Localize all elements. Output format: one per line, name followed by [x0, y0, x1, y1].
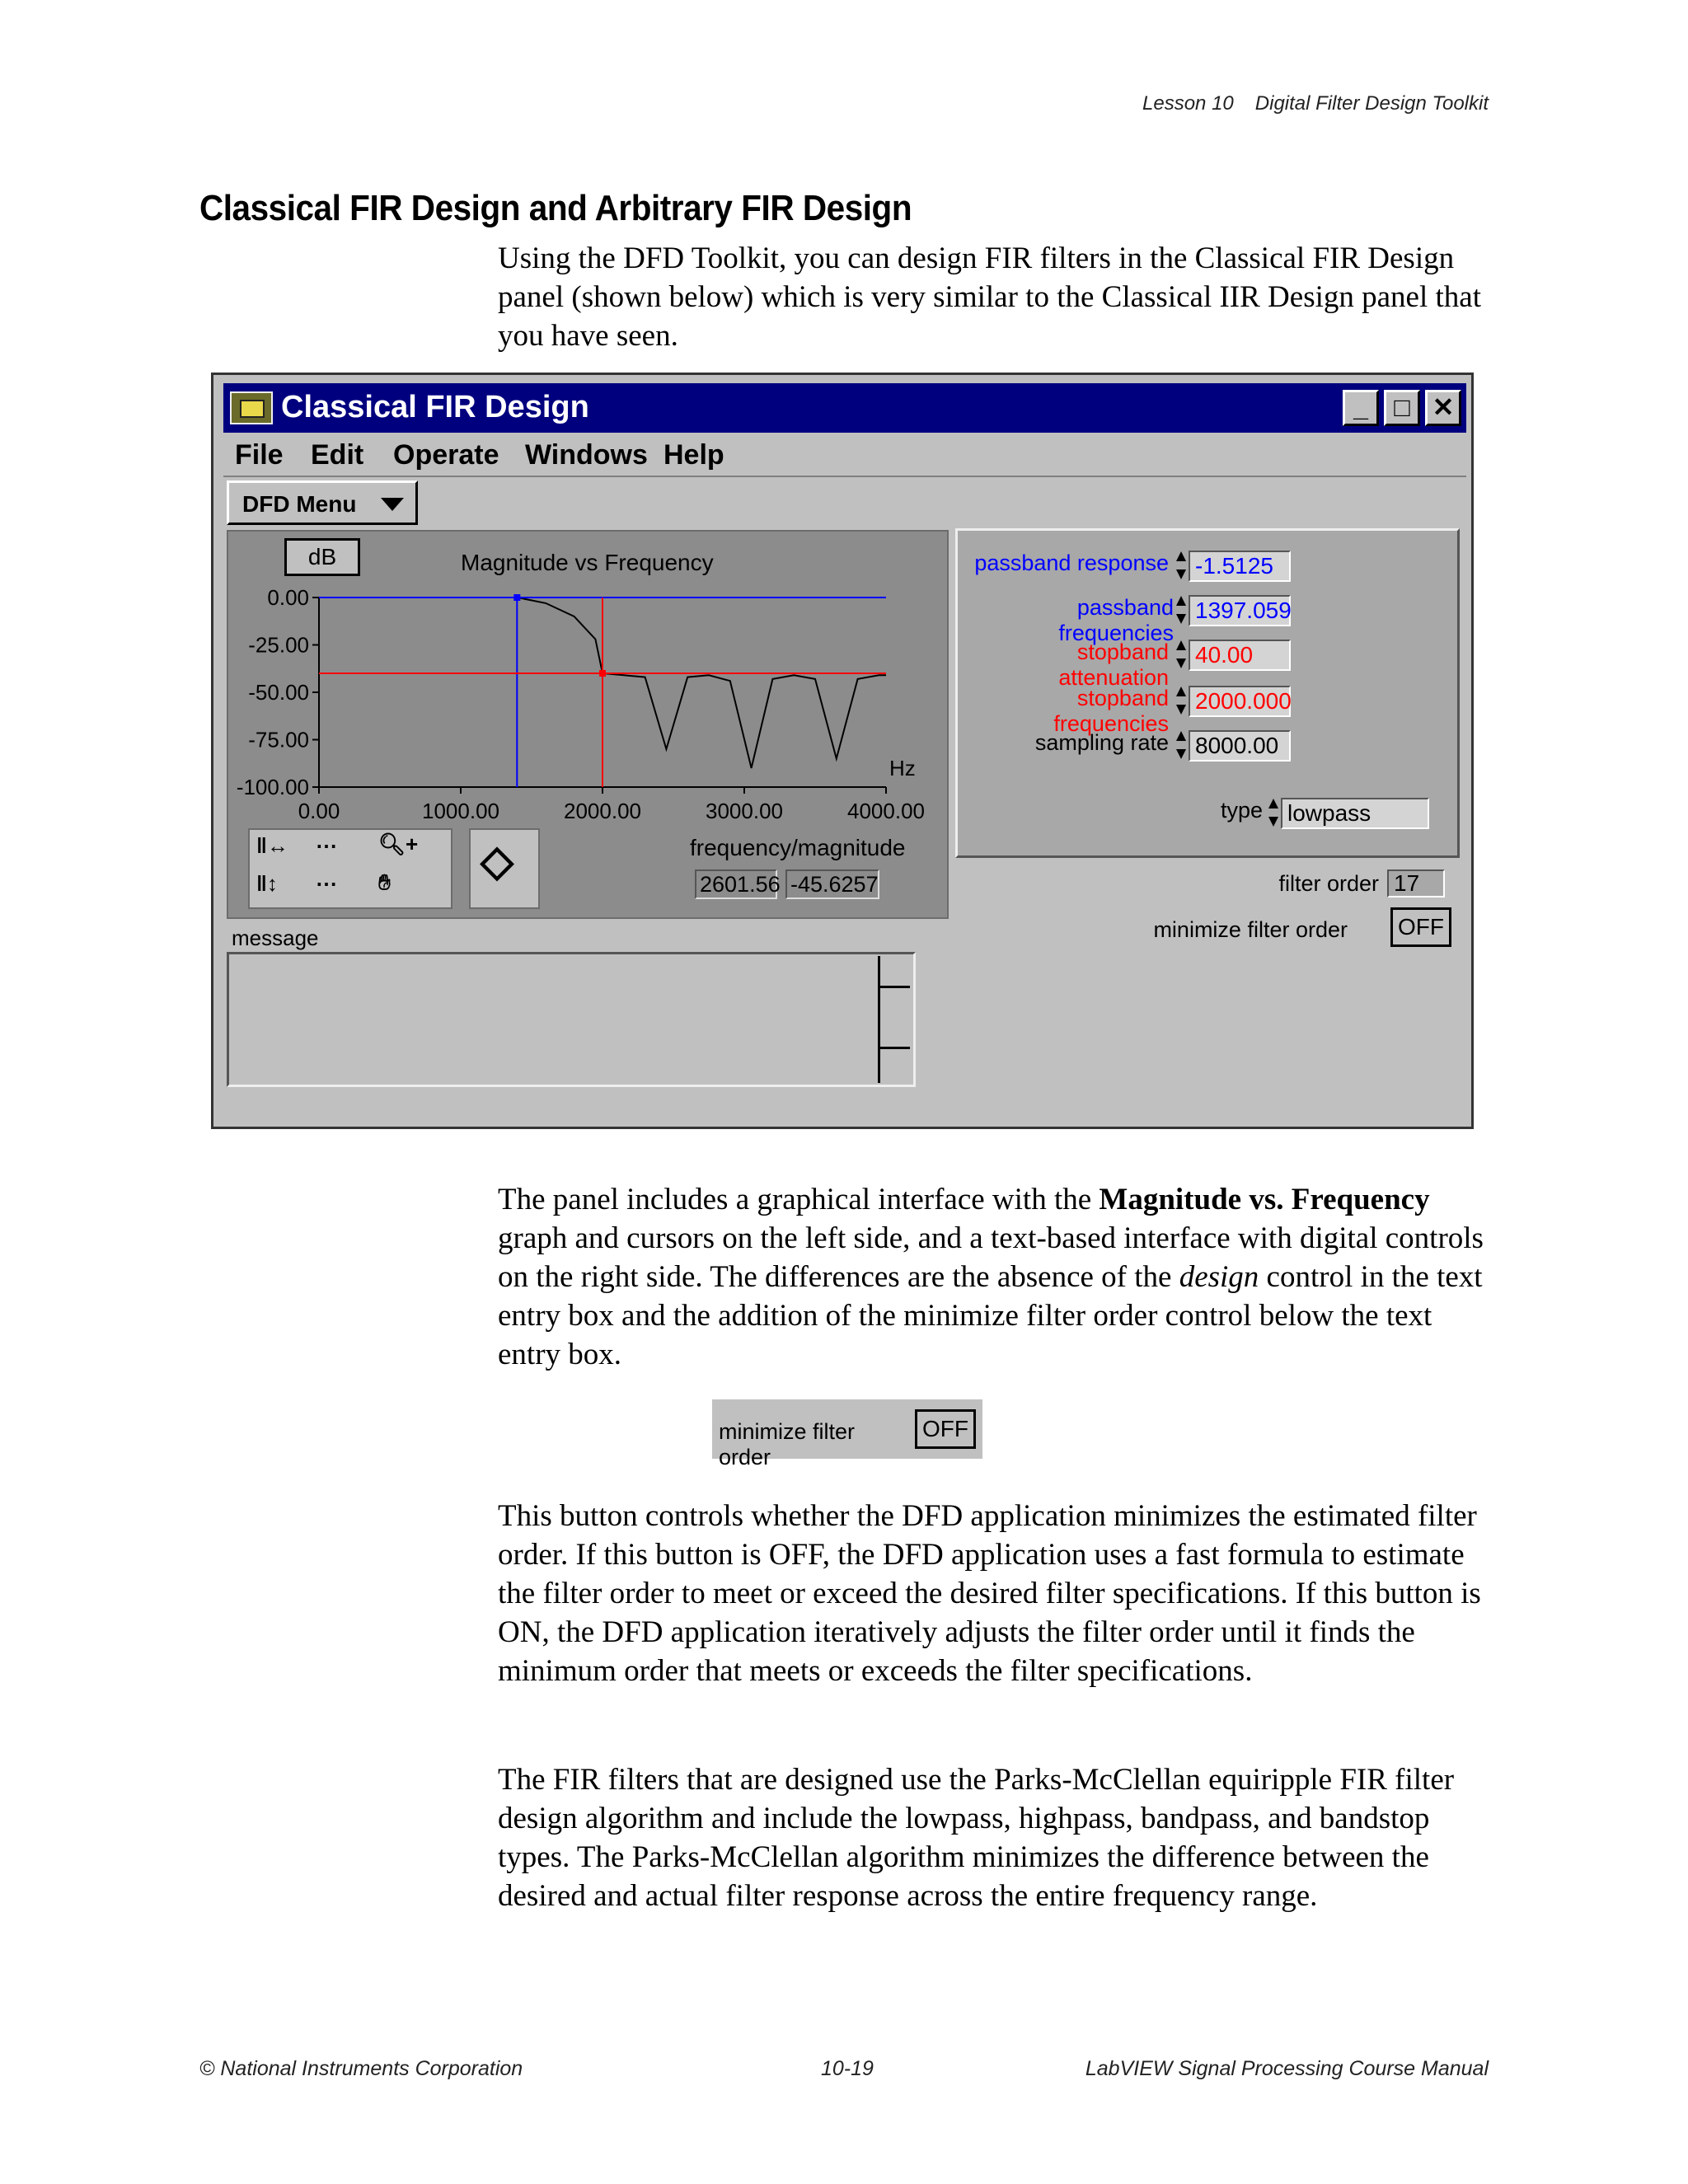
- sampling-rate-field[interactable]: 8000.00: [1189, 730, 1291, 762]
- title-bar: [223, 383, 1466, 433]
- lesson-number: Lesson 10: [1142, 92, 1234, 115]
- stopband-frequencies-stepper-icon[interactable]: [1175, 684, 1187, 717]
- x-tick-label: 3000.00: [706, 799, 783, 823]
- menu-operate[interactable]: Operate: [393, 439, 499, 471]
- dfd-menu-label: DFD Menu: [242, 491, 357, 517]
- filter-spec-panel: [955, 528, 1460, 858]
- cursor-readout-label: frequency/magnitude: [690, 835, 906, 860]
- minimize-filter-order-label: minimize filter order: [1153, 917, 1348, 942]
- cursor-diamond-icon[interactable]: ◇: [481, 837, 513, 885]
- cursor-2-marker: [599, 670, 606, 677]
- y-tick-label: -75.00: [248, 727, 309, 752]
- y-tick-label: 0.00: [267, 585, 309, 610]
- panel-description-paragraph: The panel includes a graphical interface with the Magnitude vs. Frequency graph and cursors on the left side, and a text-based interface with digital controls on the right side. The differences are the absence of the design control in the text entry box and the addition of the minimize filter order control below the text entry box.: [498, 1183, 1484, 1371]
- passband-response-stepper-icon[interactable]: [1175, 549, 1187, 582]
- y-tick-label: -25.00: [248, 632, 309, 658]
- stopband-attenuation-label: stopband attenuation: [1058, 640, 1169, 690]
- message-label: message: [232, 926, 319, 950]
- x-tick-label: 4000.00: [847, 799, 925, 823]
- filter-type-stepper-icon[interactable]: [1268, 796, 1279, 829]
- button-explanation-paragraph: This button controls whether the DFD application minimizes the estimated filter order. If this button is OFF, the DFD application uses a fast formula to estimate the filter order to meet or exceed the desired filter specifications. If this button is ON, the DFD application iteratively adjusts the filter order until it finds the minimum order that meets or exceeds the filter specifications.: [498, 1499, 1481, 1688]
- y-tick-label: -50.00: [248, 680, 309, 705]
- snippet-off-button[interactable]: OFF: [915, 1409, 976, 1449]
- footer-copyright: © National Instruments Corporation: [199, 2057, 523, 2080]
- stopband-attenuation-field[interactable]: 40.00: [1189, 640, 1291, 671]
- x-unit-label: Hz: [889, 756, 916, 780]
- snippet-label: minimize filter order: [719, 1419, 856, 1469]
- passband-frequencies-stepper-icon[interactable]: [1175, 593, 1187, 626]
- maximize-window-button[interactable]: □: [1384, 390, 1420, 426]
- filter-type-selector[interactable]: lowpass: [1281, 798, 1429, 829]
- running-header: [989, 92, 1489, 115]
- menu-edit[interactable]: Edit: [311, 439, 364, 471]
- db-unit-button[interactable]: dB: [284, 538, 360, 576]
- menu-file[interactable]: File: [235, 439, 284, 471]
- cursor-1-marker: [513, 594, 520, 601]
- magnitude-graph-panel: [227, 530, 949, 919]
- design-italic: design: [1179, 1260, 1259, 1294]
- menu-help[interactable]: Help: [663, 439, 724, 471]
- cursor-magnitude-readout: -45.6257: [785, 869, 879, 899]
- y-scale-lock-icon[interactable]: ‖↕: [256, 871, 278, 896]
- close-window-button[interactable]: ✕: [1425, 390, 1461, 426]
- footer-page-number: 10-19: [821, 2057, 874, 2080]
- parks-mcclellan-paragraph: The FIR filters that are designed use the Parks-McClellan equiripple FIR filter design algorithm and include the lowpass, highpass, bandpass, and bandstop types. The Parks-McClellan algorithm minimizes the difference between the desired and actual filter response across the entire frequency range.: [498, 1763, 1455, 1913]
- footer-manual-title: LabVIEW Signal Processing Course Manual: [1085, 2057, 1489, 2080]
- x-tick-label: 0.00: [298, 799, 340, 823]
- message-scrollbar[interactable]: [878, 956, 910, 1083]
- cursor-move-pad[interactable]: [469, 828, 540, 909]
- chapter-title: Digital Filter Design Toolkit: [1254, 92, 1489, 115]
- sampling-rate-label: sampling rate: [1034, 730, 1169, 755]
- window-title: Classical FIR Design: [281, 390, 589, 424]
- stopband-frequencies-field[interactable]: 2000.000: [1189, 686, 1291, 717]
- magnitude-vs-frequency-chart: [228, 532, 950, 828]
- y-tick-label: -100.00: [236, 775, 309, 799]
- y-format-icon[interactable]: ⋯: [316, 871, 337, 896]
- filter-order-indicator: 17: [1387, 869, 1445, 898]
- cursor-frequency-readout: 2601.56: [695, 869, 777, 899]
- pan-hand-icon[interactable]: ✋︎: [378, 869, 391, 894]
- zoom-icon[interactable]: 🔍︎+: [378, 832, 419, 856]
- graph-palette[interactable]: [248, 828, 452, 909]
- x-tick-label: 1000.00: [422, 799, 499, 823]
- minimize-window-button[interactable]: _: [1343, 390, 1379, 426]
- sampling-rate-stepper-icon[interactable]: [1175, 729, 1187, 762]
- menu-bar: [223, 434, 1466, 477]
- message-box: [227, 952, 916, 1087]
- passband-frequencies-label: passband frequencies: [1058, 595, 1174, 645]
- graph-title: Magnitude vs Frequency: [461, 550, 714, 575]
- stopband-attenuation-stepper-icon[interactable]: [1175, 638, 1187, 671]
- classical-fir-design-window: [211, 373, 1474, 1129]
- passband-frequencies-field[interactable]: 1397.059: [1189, 595, 1291, 626]
- minimize-filter-order-toggle[interactable]: OFF: [1390, 907, 1451, 947]
- filter-order-label: filter order: [1278, 871, 1379, 896]
- intro-paragraph: Using the DFD Toolkit, you can design FIR filters in the Classical FIR Design panel (shown below) which is very similar to the Classical IIR Design panel that you have seen.: [498, 241, 1481, 353]
- x-tick-label: 2000.00: [564, 799, 641, 823]
- labview-app-icon: [230, 391, 273, 424]
- stopband-frequencies-label: stopband frequencies: [1053, 686, 1169, 736]
- dfd-menu-dropdown[interactable]: [227, 480, 418, 525]
- graph-name-bold: Magnitude vs. Frequency: [1099, 1183, 1430, 1216]
- passband-response-field[interactable]: -1.5125: [1189, 551, 1291, 582]
- dropdown-arrow-icon: [381, 498, 404, 511]
- section-title: Classical FIR Design and Arbitrary FIR Design: [199, 188, 912, 228]
- x-format-icon[interactable]: ⋯: [316, 833, 337, 858]
- x-scale-lock-icon[interactable]: ‖↔: [256, 833, 288, 858]
- passband-response-label: passband response: [974, 551, 1169, 575]
- minimize-filter-order-snippet: [712, 1399, 982, 1469]
- menu-windows[interactable]: Windows: [525, 439, 648, 471]
- filter-type-label: type: [1220, 798, 1263, 823]
